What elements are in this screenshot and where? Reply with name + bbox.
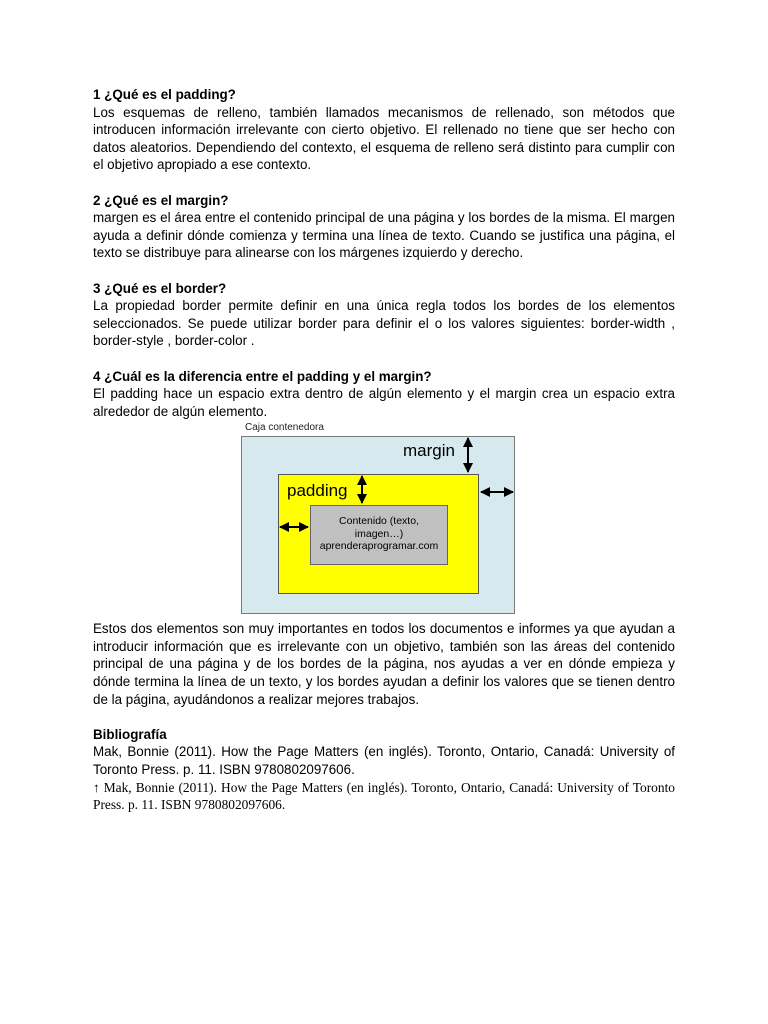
section-body: El padding hace un espacio extra dentro de algún elemento y el margin crea un espacio extra alrededor de algún elemento. [93,386,675,419]
section-padding [93,86,675,174]
section-heading: 4 ¿Cuál es la diferencia entre el padding y el margin? [93,368,432,384]
section-body: margen es el área entre el contenido principal de una página y los bordes de la misma. El margen ayuda a definir dónde comienza y termina una línea de texto. Cuando se justifica una página, el texto se distribuye para alinearse con los márgenes izquierdo y derecho. [93,210,675,261]
content-label-line: Contenido (texto, [339,515,419,528]
document-content [93,86,675,814]
section-border [93,280,675,350]
section-body: La propiedad border permite definir en una única regla todos los bordes de los elementos seleccionados. Se puede utilizar border para definir el o los valores siguientes: border-width , border-style , border-color . [93,298,675,349]
section-margin [93,192,675,262]
bibliography [93,726,675,814]
box-model-diagram [93,422,675,620]
section-difference [93,368,675,421]
bibliography-entry: ↑ Mak, Bonnie (2011). How the Page Matters (en inglés). Toronto, Ontario, Canadá: University of Toronto Press. p. 11. ISBN 9780802097606. [93,779,675,813]
content-label-line: imagen…) [354,527,404,540]
section-heading: 1 ¿Qué es el padding? [93,87,236,102]
dimension-arrows [93,422,675,620]
section-heading: 2 ¿Qué es el margin? [93,192,229,208]
bibliography-entry: Mak, Bonnie (2011). How the Page Matters (en inglés). Toronto, Ontario, Canadá: University of Toronto Press. p. 11. ISBN 9780802097606. [93,744,675,778]
section-body: Los esquemas de relleno, también llamados mecanismos de rellenado, son métodos que introducen información irrelevante con cierto objetivo. El rellenado no tiene que ser hecho con datos aleatorios. Dependiendo del contexto, el esquema de relleno será distinto para cumplir con el objetivo apropiado a ese contexto. [93,104,675,173]
content-label-line: aprenderaprogramar.com [319,540,439,553]
margin-label: margin [403,441,455,461]
padding-label: padding [287,481,348,501]
section-heading: 3 ¿Qué es el border? [93,280,227,296]
conclusion-paragraph: Estos dos elementos son muy importantes en todos los documentos e informes ya que ayudan a introducir información que es irrelevante con un objetivo, también son las áreas del contenido principal de una página y de los bordes de la página, nos ayudas a ver en dónde empieza y dónde termina la línea de un texto, y los bordes ayudan a definir los valores que se tienen dentro de la página, ayudándonos a realizar mejores trabajos. [93,621,675,707]
diagram-caption: Caja contenedora [245,422,324,434]
bibliography-heading: Bibliografía [93,726,167,742]
